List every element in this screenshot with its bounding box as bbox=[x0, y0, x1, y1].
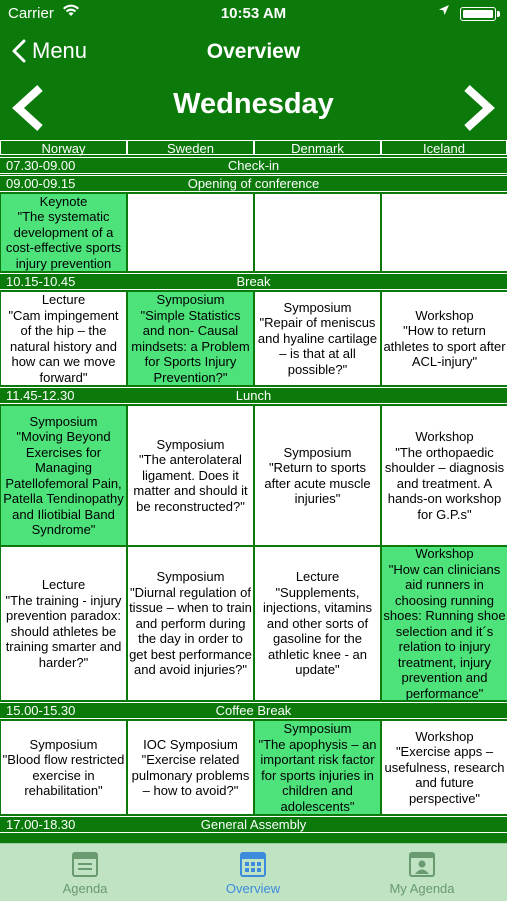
session-title: "Repair of meniscus and hyaline cartilage – is that at all possible?" bbox=[257, 315, 378, 377]
column-header-sweden: Sweden bbox=[127, 140, 254, 155]
time-bar-break bbox=[0, 273, 507, 290]
session-cell[interactable] bbox=[382, 406, 507, 545]
time-bar-general-assembly bbox=[0, 816, 507, 833]
session-title: "Simple Statistics and non- Causal mindsets: a Problem for Sports Injury Prevention?" bbox=[131, 307, 250, 385]
session-title: "Supplements, injections, vitamins and other sorts of gasoline for the athletic knee - an update" bbox=[262, 584, 373, 678]
session-title: "The systematic development of a cost-effective sports injury prevention bbox=[5, 209, 122, 271]
session-title: "Exercise related pulmonary problems – how to avoid?" bbox=[131, 752, 250, 798]
session-type: Keynote bbox=[39, 194, 88, 209]
session-cell[interactable] bbox=[1, 292, 126, 385]
session-type: Symposium bbox=[283, 721, 352, 736]
session-type: IOC Symposium bbox=[143, 736, 238, 752]
time-label: 07.30-09.00 bbox=[6, 158, 76, 173]
time-label: 15.00-15.30 bbox=[6, 703, 76, 718]
tab-overview-label: Overview bbox=[225, 881, 281, 896]
session-type: Symposium bbox=[29, 413, 98, 429]
person-calendar-icon bbox=[407, 850, 437, 878]
tab-overview[interactable] bbox=[193, 850, 313, 896]
session-type: Symposium bbox=[156, 436, 225, 452]
session-cell[interactable] bbox=[1, 194, 126, 271]
session-type: Symposium bbox=[283, 444, 352, 460]
session-title: "The anterolateral ligament. Does it matter and should it be reconstructed?" bbox=[133, 452, 248, 514]
arrow-right-icon bbox=[459, 84, 499, 132]
session-title: "The apophysis – an important risk factor for sports injuries in children and adolescents" bbox=[258, 736, 377, 814]
session-cell[interactable] bbox=[1, 406, 126, 545]
time-label: 11.45-12.30 bbox=[6, 388, 75, 403]
navigation-bar bbox=[0, 28, 507, 78]
status-bar bbox=[0, 0, 507, 28]
session-type: Lecture bbox=[41, 577, 86, 592]
column-header-norway: Norway bbox=[0, 140, 127, 155]
session-cell[interactable] bbox=[1, 721, 126, 814]
session-cell[interactable] bbox=[255, 292, 380, 385]
session-cell[interactable] bbox=[1, 547, 126, 700]
day-selector bbox=[0, 78, 507, 138]
page-title: Overview bbox=[206, 40, 301, 63]
time-bar-lunch bbox=[0, 387, 507, 404]
empty-session-cell bbox=[128, 194, 253, 271]
next-day-button[interactable] bbox=[459, 84, 499, 132]
session-title: "How to return athletes to sport after ACL-injury" bbox=[383, 323, 506, 369]
session-type: Symposium bbox=[156, 292, 225, 307]
session-type: Workshop bbox=[415, 728, 474, 744]
session-type: Workshop bbox=[415, 429, 474, 444]
carrier-label: Carrier bbox=[8, 5, 54, 22]
session-cell[interactable] bbox=[382, 292, 507, 385]
bar-label: General Assembly bbox=[200, 817, 307, 832]
time-bar-coffee-break bbox=[0, 702, 507, 719]
chevron-left-icon bbox=[12, 39, 26, 63]
session-title: "How can clinicians aid runners in choosing running shoes: Running shoe selection and it´s relation to injury treatment, injury prevention and performance" bbox=[383, 561, 506, 700]
empty-session-cell bbox=[382, 194, 507, 271]
bar-label: Check-in bbox=[227, 158, 280, 173]
bar-label: Coffee Break bbox=[215, 703, 292, 718]
tab-bar bbox=[0, 843, 507, 901]
session-cell[interactable] bbox=[128, 406, 253, 545]
time-bar-checkin bbox=[0, 157, 507, 174]
session-title: "The training - injury prevention paradox: should athletes be training smarter and harder?" bbox=[5, 592, 122, 670]
time-bar-opening bbox=[0, 175, 507, 192]
tab-my-agenda-label: My Agenda bbox=[389, 881, 455, 896]
column-header-iceland: Iceland bbox=[381, 140, 507, 155]
session-title: "Exercise apps – usefulness, research and future perspective" bbox=[384, 744, 505, 806]
time-label: 10.15-10.45 bbox=[6, 274, 76, 289]
session-cell[interactable] bbox=[255, 406, 380, 545]
location-arrow-icon bbox=[438, 4, 450, 19]
session-type: Lecture bbox=[295, 569, 340, 585]
bar-label: Opening of conference bbox=[187, 176, 320, 191]
session-title: "Return to sports after acute muscle injuries" bbox=[264, 460, 371, 506]
session-title: "Diurnal regulation of tissue – when to train and perform during the day in order to get best performance and avoid injuries?" bbox=[129, 584, 252, 678]
bar-label: Lunch bbox=[235, 388, 272, 403]
session-type: Workshop bbox=[415, 547, 474, 561]
session-cell[interactable] bbox=[255, 547, 380, 700]
time-label: 17.00-18.30 bbox=[6, 817, 76, 832]
session-cell[interactable] bbox=[128, 292, 253, 385]
menu-back-label: Menu bbox=[32, 38, 88, 63]
session-type: Workshop bbox=[415, 307, 474, 323]
session-cell[interactable] bbox=[382, 721, 507, 814]
agenda-icon bbox=[70, 850, 100, 878]
schedule-grid bbox=[0, 138, 507, 843]
session-cell[interactable] bbox=[128, 547, 253, 700]
session-title: "Blood flow restricted exercise in rehabilitation" bbox=[2, 752, 125, 798]
session-cell[interactable] bbox=[255, 721, 380, 814]
calendar-grid-icon bbox=[238, 850, 268, 878]
session-type: Symposium bbox=[283, 299, 352, 315]
session-type: Lecture bbox=[41, 292, 86, 307]
day-name: Wednesday bbox=[173, 88, 334, 120]
session-title: "The orthopaedic shoulder – diagnosis and treatment. A hands-on workshop for G.P.s" bbox=[384, 444, 505, 522]
tab-agenda[interactable] bbox=[25, 850, 145, 896]
column-header-denmark: Denmark bbox=[254, 140, 381, 155]
empty-session-cell bbox=[255, 194, 380, 271]
session-type: Symposium bbox=[156, 569, 225, 585]
bar-label: Break bbox=[236, 274, 271, 289]
tab-my-agenda[interactable] bbox=[362, 850, 482, 896]
session-title: "Moving Beyond Exercises for Managing Patellofemoral Pain, Patella Tendinopathy and Iliotibial Band Syndrome" bbox=[3, 429, 124, 537]
session-title: "Cam impingement of the hip – the natural history and how can we move forward" bbox=[8, 307, 119, 385]
tab-agenda-label: Agenda bbox=[62, 881, 108, 896]
session-cell[interactable] bbox=[382, 547, 507, 700]
menu-back-button[interactable] bbox=[12, 38, 87, 64]
session-cell[interactable] bbox=[128, 721, 253, 814]
clock: 10:53 AM bbox=[220, 5, 287, 22]
session-type: Symposium bbox=[29, 736, 98, 752]
time-label: 09.00-09.15 bbox=[6, 176, 76, 191]
battery-icon bbox=[460, 7, 496, 21]
